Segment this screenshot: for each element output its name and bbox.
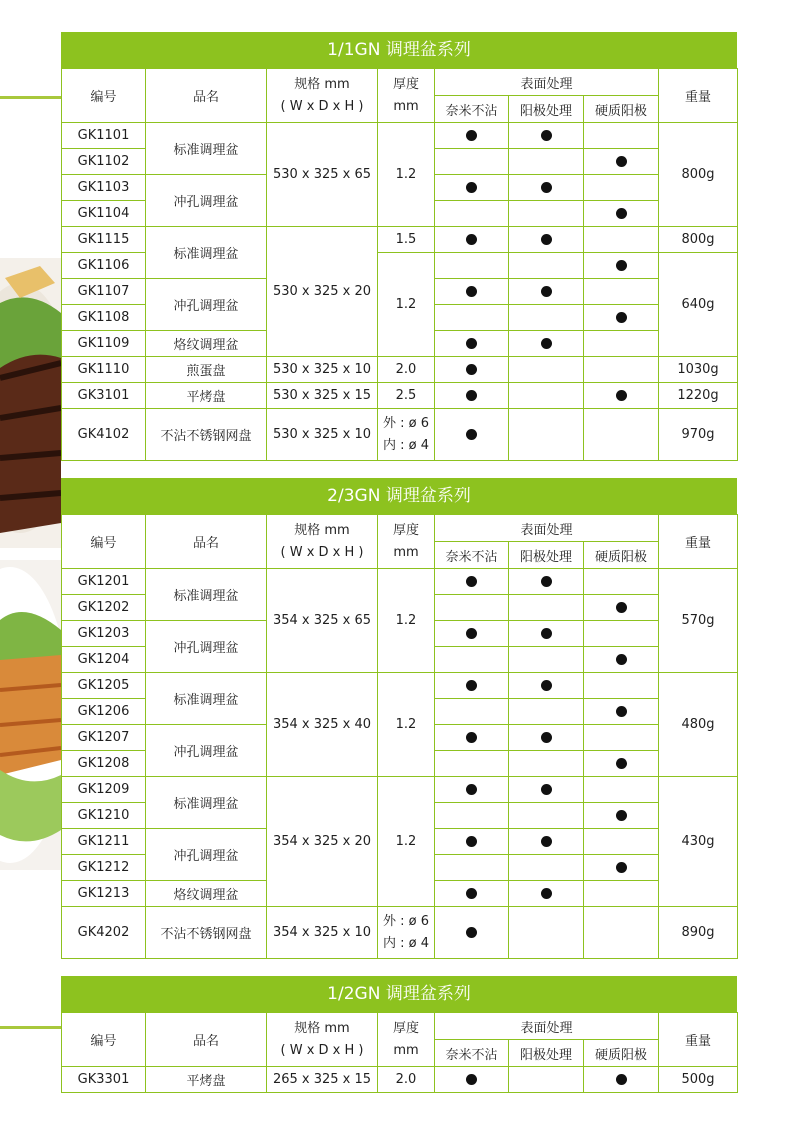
finish-hard-cell bbox=[584, 409, 659, 461]
product-code: GK4202 bbox=[62, 907, 146, 959]
header-row bbox=[62, 69, 738, 96]
product-code: GK4102 bbox=[62, 409, 146, 461]
product-code: GK1108 bbox=[62, 305, 146, 331]
filled-circle-icon bbox=[466, 429, 477, 440]
finish-anode-cell bbox=[509, 305, 584, 331]
product-name: 烙纹调理盆 bbox=[146, 881, 267, 907]
finish-anode-cell bbox=[509, 647, 584, 673]
product-name: 冲孔调理盆 bbox=[146, 829, 267, 881]
header-finish-nano: 奈米不沾 bbox=[435, 542, 509, 569]
filled-circle-icon bbox=[466, 130, 477, 141]
finish-anode-cell bbox=[509, 751, 584, 777]
finish-nano-cell bbox=[435, 123, 509, 149]
product-spec: 530 x 325 x 20 bbox=[267, 227, 378, 357]
table-row bbox=[62, 383, 738, 409]
product-name: 不沾不锈钢网盘 bbox=[146, 409, 267, 461]
finish-anode-cell bbox=[509, 227, 584, 253]
filled-circle-icon bbox=[616, 758, 627, 769]
finish-anode-cell bbox=[509, 725, 584, 751]
header-spec-line1: 规格 mm bbox=[294, 522, 350, 538]
product-spec: 530 x 325 x 10 bbox=[267, 357, 378, 383]
product-name: 平烤盘 bbox=[146, 383, 267, 409]
finish-nano-cell bbox=[435, 305, 509, 331]
filled-circle-icon bbox=[541, 888, 552, 899]
product-code: GK1101 bbox=[62, 123, 146, 149]
series-title: 2/3GN 调理盆系列 bbox=[61, 478, 737, 514]
header-code: 编号 bbox=[62, 515, 146, 569]
filled-circle-icon bbox=[466, 390, 477, 401]
finish-hard-cell bbox=[584, 227, 659, 253]
series-title: 1/1GN 调理盆系列 bbox=[61, 32, 737, 68]
header-thickness-line2: mm bbox=[393, 544, 419, 560]
product-weight: 800g bbox=[659, 123, 738, 227]
product-spec: 354 x 325 x 65 bbox=[267, 569, 378, 673]
filled-circle-icon bbox=[616, 312, 627, 323]
finish-anode-cell bbox=[509, 1067, 584, 1093]
product-spec: 354 x 325 x 20 bbox=[267, 777, 378, 907]
finish-nano-cell bbox=[435, 829, 509, 855]
filled-circle-icon bbox=[541, 680, 552, 691]
finish-hard-cell bbox=[584, 253, 659, 279]
product-code: GK1109 bbox=[62, 331, 146, 357]
thickness-outer: 外 : ø 6 bbox=[382, 913, 429, 929]
finish-nano-cell bbox=[435, 855, 509, 881]
header-name: 品名 bbox=[146, 69, 267, 123]
header-thickness-line1: 厚度 bbox=[392, 76, 419, 92]
finish-hard-cell bbox=[584, 1067, 659, 1093]
filled-circle-icon bbox=[541, 338, 552, 349]
product-thickness: 2.0 bbox=[378, 357, 435, 383]
finish-nano-cell bbox=[435, 673, 509, 699]
finish-hard-cell bbox=[584, 647, 659, 673]
finish-hard-cell bbox=[584, 123, 659, 149]
filled-circle-icon bbox=[541, 182, 552, 193]
finish-anode-cell bbox=[509, 595, 584, 621]
series-section bbox=[61, 32, 737, 461]
header-finish-hard: 硬质阳极 bbox=[584, 96, 659, 123]
header-weight: 重量 bbox=[659, 69, 738, 123]
product-name: 标准调理盆 bbox=[146, 777, 267, 829]
filled-circle-icon bbox=[616, 390, 627, 401]
finish-nano-cell bbox=[435, 907, 509, 959]
header-spec bbox=[267, 515, 378, 569]
header-spec bbox=[267, 69, 378, 123]
product-code: GK1102 bbox=[62, 149, 146, 175]
header-spec-line2: ( W x D x H ) bbox=[280, 98, 364, 114]
finish-hard-cell bbox=[584, 673, 659, 699]
header-row bbox=[62, 1013, 738, 1040]
finish-anode-cell bbox=[509, 123, 584, 149]
product-code: GK1210 bbox=[62, 803, 146, 829]
finish-anode-cell bbox=[509, 279, 584, 305]
filled-circle-icon bbox=[466, 286, 477, 297]
table-row bbox=[62, 569, 738, 595]
finish-nano-cell bbox=[435, 595, 509, 621]
finish-nano-cell bbox=[435, 725, 509, 751]
spec-table bbox=[61, 1012, 738, 1093]
finish-anode-cell bbox=[509, 855, 584, 881]
filled-circle-icon bbox=[466, 680, 477, 691]
finish-anode-cell bbox=[509, 149, 584, 175]
product-spec: 530 x 325 x 65 bbox=[267, 123, 378, 227]
finish-hard-cell bbox=[584, 907, 659, 959]
filled-circle-icon bbox=[616, 706, 627, 717]
finish-hard-cell bbox=[584, 569, 659, 595]
finish-nano-cell bbox=[435, 175, 509, 201]
finish-nano-cell bbox=[435, 751, 509, 777]
product-code: GK3301 bbox=[62, 1067, 146, 1093]
finish-hard-cell bbox=[584, 279, 659, 305]
filled-circle-icon bbox=[541, 234, 552, 245]
finish-nano-cell bbox=[435, 331, 509, 357]
finish-hard-cell bbox=[584, 881, 659, 907]
header-thickness bbox=[378, 1013, 435, 1067]
finish-anode-cell bbox=[509, 357, 584, 383]
product-code: GK1107 bbox=[62, 279, 146, 305]
finish-nano-cell bbox=[435, 621, 509, 647]
product-name: 标准调理盆 bbox=[146, 673, 267, 725]
finish-hard-cell bbox=[584, 383, 659, 409]
product-code: GK1204 bbox=[62, 647, 146, 673]
table-row bbox=[62, 777, 738, 803]
filled-circle-icon bbox=[616, 1074, 627, 1085]
product-thickness: 2.5 bbox=[378, 383, 435, 409]
filled-circle-icon bbox=[541, 130, 552, 141]
finish-anode-cell bbox=[509, 621, 584, 647]
finish-nano-cell bbox=[435, 279, 509, 305]
header-finish-anode: 阳极处理 bbox=[509, 96, 584, 123]
filled-circle-icon bbox=[466, 364, 477, 375]
finish-anode-cell bbox=[509, 881, 584, 907]
header-spec bbox=[267, 1013, 378, 1067]
table-row bbox=[62, 357, 738, 383]
food-photo-salmon bbox=[0, 560, 61, 870]
product-code: GK1205 bbox=[62, 673, 146, 699]
finish-anode-cell bbox=[509, 569, 584, 595]
finish-hard-cell bbox=[584, 175, 659, 201]
table-row bbox=[62, 673, 738, 699]
finish-nano-cell bbox=[435, 409, 509, 461]
thickness-inner: 内 : ø 4 bbox=[382, 935, 429, 951]
product-name: 标准调理盆 bbox=[146, 123, 267, 175]
finish-nano-cell bbox=[435, 1067, 509, 1093]
product-weight: 890g bbox=[659, 907, 738, 959]
finish-hard-cell bbox=[584, 595, 659, 621]
finish-nano-cell bbox=[435, 201, 509, 227]
finish-nano-cell bbox=[435, 253, 509, 279]
product-name: 冲孔调理盆 bbox=[146, 279, 267, 331]
filled-circle-icon bbox=[466, 836, 477, 847]
finish-hard-cell bbox=[584, 305, 659, 331]
product-name: 标准调理盆 bbox=[146, 569, 267, 621]
finish-nano-cell bbox=[435, 647, 509, 673]
finish-nano-cell bbox=[435, 777, 509, 803]
thickness-outer: 外 : ø 6 bbox=[382, 415, 429, 431]
finish-nano-cell bbox=[435, 357, 509, 383]
header-surface: 表面处理 bbox=[435, 515, 659, 542]
filled-circle-icon bbox=[541, 576, 552, 587]
header-thickness-line1: 厚度 bbox=[392, 1020, 419, 1036]
header-code: 编号 bbox=[62, 69, 146, 123]
filled-circle-icon bbox=[616, 208, 627, 219]
header-spec-line1: 规格 mm bbox=[294, 1020, 350, 1036]
product-thickness: 1.2 bbox=[378, 569, 435, 673]
finish-anode-cell bbox=[509, 175, 584, 201]
filled-circle-icon bbox=[616, 156, 627, 167]
header-spec-line2: ( W x D x H ) bbox=[280, 544, 364, 560]
product-code: GK1115 bbox=[62, 227, 146, 253]
decorative-line bbox=[0, 96, 61, 99]
header-weight: 重量 bbox=[659, 515, 738, 569]
product-weight: 1220g bbox=[659, 383, 738, 409]
finish-hard-cell bbox=[584, 201, 659, 227]
header-finish-hard: 硬质阳极 bbox=[584, 542, 659, 569]
product-code: GK3101 bbox=[62, 383, 146, 409]
product-code: GK1209 bbox=[62, 777, 146, 803]
finish-anode-cell bbox=[509, 777, 584, 803]
filled-circle-icon bbox=[541, 286, 552, 297]
product-thickness: 2.0 bbox=[378, 1067, 435, 1093]
product-spec: 354 x 325 x 40 bbox=[267, 673, 378, 777]
finish-hard-cell bbox=[584, 357, 659, 383]
finish-hard-cell bbox=[584, 725, 659, 751]
product-thickness bbox=[378, 907, 435, 959]
finish-anode-cell bbox=[509, 409, 584, 461]
finish-anode-cell bbox=[509, 201, 584, 227]
product-spec: 265 x 325 x 15 bbox=[267, 1067, 378, 1093]
finish-hard-cell bbox=[584, 829, 659, 855]
product-weight: 480g bbox=[659, 673, 738, 777]
filled-circle-icon bbox=[541, 732, 552, 743]
filled-circle-icon bbox=[541, 784, 552, 795]
header-surface: 表面处理 bbox=[435, 69, 659, 96]
finish-hard-cell bbox=[584, 149, 659, 175]
filled-circle-icon bbox=[616, 810, 627, 821]
product-name: 冲孔调理盆 bbox=[146, 621, 267, 673]
product-weight: 570g bbox=[659, 569, 738, 673]
spec-table bbox=[61, 514, 738, 959]
finish-anode-cell bbox=[509, 331, 584, 357]
finish-anode-cell bbox=[509, 803, 584, 829]
product-code: GK1206 bbox=[62, 699, 146, 725]
filled-circle-icon bbox=[466, 784, 477, 795]
table-row bbox=[62, 227, 738, 253]
finish-hard-cell bbox=[584, 621, 659, 647]
series-section bbox=[61, 478, 737, 959]
filled-circle-icon bbox=[466, 888, 477, 899]
filled-circle-icon bbox=[616, 862, 627, 873]
product-name: 标准调理盆 bbox=[146, 227, 267, 279]
filled-circle-icon bbox=[466, 927, 477, 938]
header-thickness-line1: 厚度 bbox=[392, 522, 419, 538]
product-code: GK1104 bbox=[62, 201, 146, 227]
product-thickness: 1.5 bbox=[378, 227, 435, 253]
product-code: GK1208 bbox=[62, 751, 146, 777]
filled-circle-icon bbox=[616, 260, 627, 271]
product-name: 冲孔调理盆 bbox=[146, 175, 267, 227]
table-row bbox=[62, 409, 738, 461]
finish-nano-cell bbox=[435, 699, 509, 725]
filled-circle-icon bbox=[466, 576, 477, 587]
product-thickness: 1.2 bbox=[378, 123, 435, 227]
product-code: GK1212 bbox=[62, 855, 146, 881]
product-weight: 500g bbox=[659, 1067, 738, 1093]
finish-hard-cell bbox=[584, 803, 659, 829]
product-weight: 970g bbox=[659, 409, 738, 461]
table-row bbox=[62, 907, 738, 959]
filled-circle-icon bbox=[466, 1074, 477, 1085]
finish-nano-cell bbox=[435, 227, 509, 253]
product-code: GK1211 bbox=[62, 829, 146, 855]
header-name: 品名 bbox=[146, 1013, 267, 1067]
product-code: GK1201 bbox=[62, 569, 146, 595]
food-photo-steak bbox=[0, 258, 61, 548]
header-finish-anode: 阳极处理 bbox=[509, 1040, 584, 1067]
filled-circle-icon bbox=[466, 234, 477, 245]
product-name: 煎蛋盘 bbox=[146, 357, 267, 383]
finish-hard-cell bbox=[584, 777, 659, 803]
filled-circle-icon bbox=[466, 628, 477, 639]
spec-table bbox=[61, 68, 738, 461]
product-name: 烙纹调理盆 bbox=[146, 331, 267, 357]
finish-anode-cell bbox=[509, 673, 584, 699]
header-spec-line1: 规格 mm bbox=[294, 76, 350, 92]
series-title: 1/2GN 调理盆系列 bbox=[61, 976, 737, 1012]
header-row bbox=[62, 515, 738, 542]
finish-nano-cell bbox=[435, 569, 509, 595]
header-spec-line2: ( W x D x H ) bbox=[280, 1042, 364, 1058]
finish-nano-cell bbox=[435, 881, 509, 907]
filled-circle-icon bbox=[466, 338, 477, 349]
filled-circle-icon bbox=[466, 732, 477, 743]
finish-anode-cell bbox=[509, 699, 584, 725]
header-finish-hard: 硬质阳极 bbox=[584, 1040, 659, 1067]
product-spec: 354 x 325 x 10 bbox=[267, 907, 378, 959]
product-code: GK1106 bbox=[62, 253, 146, 279]
header-name: 品名 bbox=[146, 515, 267, 569]
product-thickness bbox=[378, 409, 435, 461]
product-name: 平烤盘 bbox=[146, 1067, 267, 1093]
header-finish-anode: 阳极处理 bbox=[509, 542, 584, 569]
product-code: GK1202 bbox=[62, 595, 146, 621]
finish-nano-cell bbox=[435, 803, 509, 829]
header-surface: 表面处理 bbox=[435, 1013, 659, 1040]
filled-circle-icon bbox=[616, 602, 627, 613]
product-weight: 800g bbox=[659, 227, 738, 253]
product-spec: 530 x 325 x 15 bbox=[267, 383, 378, 409]
product-thickness: 1.2 bbox=[378, 673, 435, 777]
header-finish-nano: 奈米不沾 bbox=[435, 1040, 509, 1067]
product-thickness: 1.2 bbox=[378, 253, 435, 357]
series-section bbox=[61, 976, 737, 1093]
product-code: GK1203 bbox=[62, 621, 146, 647]
finish-anode-cell bbox=[509, 383, 584, 409]
finish-nano-cell bbox=[435, 383, 509, 409]
thickness-inner: 内 : ø 4 bbox=[382, 437, 429, 453]
header-finish-nano: 奈米不沾 bbox=[435, 96, 509, 123]
product-name: 不沾不锈钢网盘 bbox=[146, 907, 267, 959]
header-thickness-line2: mm bbox=[393, 98, 419, 114]
finish-nano-cell bbox=[435, 149, 509, 175]
finish-hard-cell bbox=[584, 699, 659, 725]
filled-circle-icon bbox=[466, 182, 477, 193]
product-code: GK1207 bbox=[62, 725, 146, 751]
decorative-line bbox=[0, 1026, 61, 1029]
header-thickness-line2: mm bbox=[393, 1042, 419, 1058]
finish-anode-cell bbox=[509, 829, 584, 855]
finish-anode-cell bbox=[509, 253, 584, 279]
filled-circle-icon bbox=[541, 628, 552, 639]
table-row bbox=[62, 123, 738, 149]
header-thickness bbox=[378, 69, 435, 123]
finish-anode-cell bbox=[509, 907, 584, 959]
finish-hard-cell bbox=[584, 855, 659, 881]
header-thickness bbox=[378, 515, 435, 569]
finish-hard-cell bbox=[584, 751, 659, 777]
product-name: 冲孔调理盆 bbox=[146, 725, 267, 777]
header-code: 编号 bbox=[62, 1013, 146, 1067]
product-weight: 640g bbox=[659, 253, 738, 357]
filled-circle-icon bbox=[541, 836, 552, 847]
table-row bbox=[62, 1067, 738, 1093]
header-weight: 重量 bbox=[659, 1013, 738, 1067]
product-code: GK1110 bbox=[62, 357, 146, 383]
finish-hard-cell bbox=[584, 331, 659, 357]
filled-circle-icon bbox=[616, 654, 627, 665]
product-spec: 530 x 325 x 10 bbox=[267, 409, 378, 461]
product-thickness: 1.2 bbox=[378, 777, 435, 907]
product-code: GK1103 bbox=[62, 175, 146, 201]
product-weight: 430g bbox=[659, 777, 738, 907]
product-code: GK1213 bbox=[62, 881, 146, 907]
product-weight: 1030g bbox=[659, 357, 738, 383]
